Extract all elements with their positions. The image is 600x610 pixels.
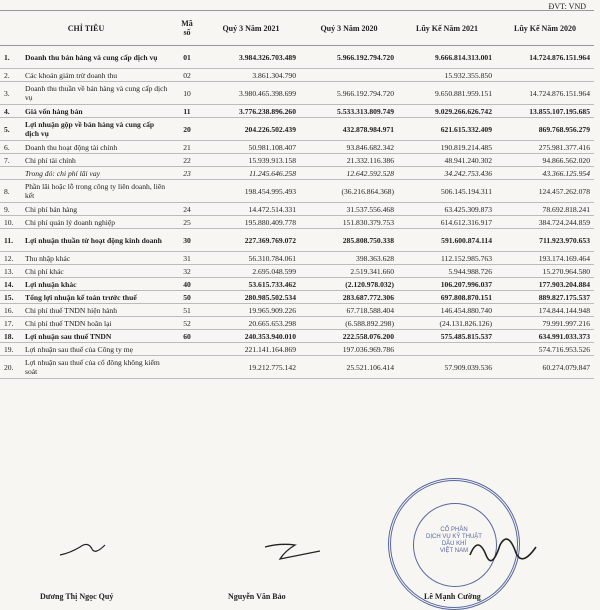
value-ytd-2021: 5.944.988.726	[398, 265, 496, 278]
row-number	[0, 167, 22, 180]
row-number: 13.	[0, 265, 22, 278]
table-row	[0, 69, 594, 82]
value-q3-2020: 5.966.192.794.720	[300, 82, 398, 105]
currency-unit-label: ĐVT: VND	[548, 2, 586, 11]
header-chi-tieu: CHỈ TIÊU	[0, 11, 172, 46]
value-ytd-2021	[398, 343, 496, 356]
value-q3-2020: 432.878.984.971	[300, 118, 398, 141]
row-code: 30	[172, 229, 202, 252]
value-q3-2021: 280.985.502.534	[202, 291, 300, 304]
value-q3-2021: 20.665.653.298	[202, 317, 300, 330]
row-code: 21	[172, 141, 202, 154]
signature-block	[0, 548, 600, 600]
value-ytd-2020: 60.274.079.847	[496, 356, 594, 379]
row-code: 60	[172, 330, 202, 343]
value-q3-2021: 3.984.326.703.489	[202, 46, 300, 69]
row-number: 7.	[0, 154, 22, 167]
header-ma-so-line1: Mã	[181, 19, 193, 28]
value-q3-2020: (6.588.892.298)	[300, 317, 398, 330]
value-ytd-2021: 575.485.815.537	[398, 330, 496, 343]
row-label: Chi phí quản lý doanh nghiệp	[22, 216, 172, 229]
row-code: 23	[172, 167, 202, 180]
stamp-line: DỊCH VỤ KỸ THUẬT	[426, 534, 482, 540]
table-row	[0, 167, 594, 180]
table-row	[0, 82, 594, 105]
row-code: 02	[172, 69, 202, 82]
value-q3-2021: 19.965.909.226	[202, 304, 300, 317]
table-row	[0, 141, 594, 154]
value-q3-2020: 285.808.750.338	[300, 229, 398, 252]
value-ytd-2021: 591.600.874.114	[398, 229, 496, 252]
header-ytd-2021: Lũy Kế Năm 2021	[398, 11, 496, 46]
value-ytd-2021: 621.615.332.409	[398, 118, 496, 141]
value-ytd-2020: 384.724.244.859	[496, 216, 594, 229]
chief-accountant-name: Nguyễn Văn Bảo	[228, 592, 286, 601]
value-ytd-2020: 574.716.953.526	[496, 343, 594, 356]
table-row	[0, 216, 594, 229]
value-q3-2020: 25.521.106.414	[300, 356, 398, 379]
value-ytd-2021: (24.131.826.126)	[398, 317, 496, 330]
value-q3-2021: 56.310.784.061	[202, 252, 300, 265]
table-row	[0, 278, 594, 291]
income-statement-table	[0, 10, 594, 379]
value-q3-2020: (2.120.978.032)	[300, 278, 398, 291]
value-q3-2021: 221.141.164.869	[202, 343, 300, 356]
value-ytd-2020: 15.270.964.580	[496, 265, 594, 278]
value-q3-2020: 151.830.379.753	[300, 216, 398, 229]
value-q3-2020: 12.642.592.528	[300, 167, 398, 180]
row-number: 6.	[0, 141, 22, 154]
value-q3-2021: 240.353.940.010	[202, 330, 300, 343]
value-q3-2020: 5.533.313.809.749	[300, 105, 398, 118]
value-q3-2020: 67.718.588.404	[300, 304, 398, 317]
row-code	[172, 356, 202, 379]
value-q3-2020: (36.216.864.368)	[300, 180, 398, 203]
row-code	[172, 343, 202, 356]
value-ytd-2020: 275.981.377.416	[496, 141, 594, 154]
value-q3-2020: 21.332.116.386	[300, 154, 398, 167]
row-label: Doanh thu hoạt động tài chính	[22, 141, 172, 154]
row-code: 01	[172, 46, 202, 69]
row-number: 14.	[0, 278, 22, 291]
value-ytd-2021: 63.425.309.873	[398, 203, 496, 216]
row-number: 19.	[0, 343, 22, 356]
value-q3-2020: 93.846.682.342	[300, 141, 398, 154]
value-q3-2021: 3.776.238.896.260	[202, 105, 300, 118]
value-ytd-2020: 78.692.818.241	[496, 203, 594, 216]
header-q3-2020: Quý 3 Năm 2020	[300, 11, 398, 46]
row-label: Lợi nhuận khác	[22, 278, 172, 291]
row-number: 1.	[0, 46, 22, 69]
value-ytd-2020: 13.855.107.195.685	[496, 105, 594, 118]
header-ma-so	[172, 11, 202, 46]
row-code	[172, 180, 202, 203]
value-q3-2021: 53.615.733.462	[202, 278, 300, 291]
row-label: Doanh thu thuần về bán hàng và cung cấp dịch vụ	[22, 82, 172, 105]
value-q3-2021: 19.212.775.142	[202, 356, 300, 379]
row-code: 52	[172, 317, 202, 330]
row-number: 15.	[0, 291, 22, 304]
row-label: Chi phí khác	[22, 265, 172, 278]
value-ytd-2020	[496, 69, 594, 82]
row-number: 10.	[0, 216, 22, 229]
value-ytd-2020: 889.827.175.537	[496, 291, 594, 304]
row-number: 18.	[0, 330, 22, 343]
table-row	[0, 180, 594, 203]
row-code: 20	[172, 118, 202, 141]
table-row	[0, 154, 594, 167]
row-label: Trong đó: chi phí lãi vay	[22, 167, 172, 180]
value-ytd-2020: 711.923.970.653	[496, 229, 594, 252]
value-q3-2021: 11.245.646.258	[202, 167, 300, 180]
row-code: 11	[172, 105, 202, 118]
stamp-line: VIỆT NAM	[439, 548, 469, 554]
row-number: 5.	[0, 118, 22, 141]
row-number: 16.	[0, 304, 22, 317]
table-row	[0, 317, 594, 330]
value-q3-2021: 3.861.304.790	[202, 69, 300, 82]
row-code: 25	[172, 216, 202, 229]
table-row	[0, 304, 594, 317]
header-ytd-2020: Lũy Kế Năm 2020	[496, 11, 594, 46]
value-q3-2020	[300, 69, 398, 82]
value-q3-2021: 2.695.048.599	[202, 265, 300, 278]
value-ytd-2020: 634.991.033.373	[496, 330, 594, 343]
row-code: 51	[172, 304, 202, 317]
value-q3-2021: 227.369.769.072	[202, 229, 300, 252]
value-q3-2020: 5.966.192.794.720	[300, 46, 398, 69]
value-ytd-2021: 34.242.753.436	[398, 167, 496, 180]
value-q3-2021: 198.454.995.493	[202, 180, 300, 203]
row-label: Chi phí thuế TNDN hiện hành	[22, 304, 172, 317]
row-label: Chi phí tài chính	[22, 154, 172, 167]
value-ytd-2020: 124.457.262.078	[496, 180, 594, 203]
value-ytd-2021: 112.152.985.763	[398, 252, 496, 265]
value-ytd-2021: 506.145.194.311	[398, 180, 496, 203]
header-q3-2021: Quý 3 Năm 2021	[202, 11, 300, 46]
table-row	[0, 356, 594, 379]
table-row	[0, 118, 594, 141]
value-q3-2021: 195.880.409.778	[202, 216, 300, 229]
row-label: Lợi nhuận sau thuế của cổ đông không kiểm soát	[22, 356, 172, 379]
table-row	[0, 330, 594, 343]
value-ytd-2021: 697.808.870.151	[398, 291, 496, 304]
value-q3-2021: 50.981.108.407	[202, 141, 300, 154]
value-q3-2020: 222.558.076.200	[300, 330, 398, 343]
row-label: Thu nhập khác	[22, 252, 172, 265]
value-q3-2020: 31.537.556.468	[300, 203, 398, 216]
value-ytd-2020: 869.768.956.279	[496, 118, 594, 141]
row-label: Lợi nhuận sau thuế TNDN	[22, 330, 172, 343]
row-label: Lợi nhuận gộp về bán hàng và cung cấp dịch vụ	[22, 118, 172, 141]
value-q3-2021: 204.226.502.439	[202, 118, 300, 141]
value-q3-2021: 3.980.465.398.699	[202, 82, 300, 105]
row-label: Lợi nhuận sau thuế của Công ty mẹ	[22, 343, 172, 356]
value-ytd-2020: 14.724.876.151.964	[496, 46, 594, 69]
value-ytd-2021: 146.454.880.740	[398, 304, 496, 317]
preparer-name: Dương Thị Ngọc Quý	[40, 592, 114, 601]
row-code: 10	[172, 82, 202, 105]
value-ytd-2021: 614.612.316.917	[398, 216, 496, 229]
row-label: Lợi nhuận thuần từ hoạt động kinh doanh	[22, 229, 172, 252]
row-code: 40	[172, 278, 202, 291]
table-row	[0, 203, 594, 216]
value-ytd-2020: 193.174.169.464	[496, 252, 594, 265]
row-label: Các khoản giảm trừ doanh thu	[22, 69, 172, 82]
row-code: 24	[172, 203, 202, 216]
value-q3-2020: 2.519.341.660	[300, 265, 398, 278]
row-number: 12.	[0, 252, 22, 265]
table-row	[0, 46, 594, 69]
row-label: Chi phí thuế TNDN hoãn lại	[22, 317, 172, 330]
row-number: 17.	[0, 317, 22, 330]
value-ytd-2021: 15.932.355.850	[398, 69, 496, 82]
value-ytd-2021: 190.819.214.485	[398, 141, 496, 154]
table-row	[0, 343, 594, 356]
row-label: Doanh thu bán hàng và cung cấp dịch vụ	[22, 46, 172, 69]
row-code: 31	[172, 252, 202, 265]
table-row	[0, 265, 594, 278]
row-number: 20.	[0, 356, 22, 379]
table-row	[0, 291, 594, 304]
director-name: Lê Mạnh Cường	[424, 592, 481, 601]
value-q3-2021: 14.472.514.331	[202, 203, 300, 216]
value-ytd-2020: 177.903.204.884	[496, 278, 594, 291]
row-label: Giá vốn hàng bán	[22, 105, 172, 118]
value-ytd-2021: 57.909.039.536	[398, 356, 496, 379]
value-ytd-2021: 9.029.266.626.742	[398, 105, 496, 118]
value-ytd-2021: 9.666.814.313.001	[398, 46, 496, 69]
value-q3-2020: 283.687.772.306	[300, 291, 398, 304]
row-number: 4.	[0, 105, 22, 118]
row-number: 2.	[0, 69, 22, 82]
row-number: 3.	[0, 82, 22, 105]
value-ytd-2020: 94.866.562.020	[496, 154, 594, 167]
stamp-line: CỔ PHẦN	[440, 527, 468, 533]
value-ytd-2021: 106.207.996.037	[398, 278, 496, 291]
table-row	[0, 252, 594, 265]
value-ytd-2020: 43.366.125.954	[496, 167, 594, 180]
header-ma-so-line2: số	[183, 28, 191, 37]
row-number: 9.	[0, 203, 22, 216]
value-q3-2021: 15.939.913.158	[202, 154, 300, 167]
row-label: Chi phí bán hàng	[22, 203, 172, 216]
table-row	[0, 229, 594, 252]
value-ytd-2020: 79.991.997.216	[496, 317, 594, 330]
row-number: 11.	[0, 229, 22, 252]
value-ytd-2021: 48.941.240.302	[398, 154, 496, 167]
row-number: 8.	[0, 180, 22, 203]
value-ytd-2020: 14.724.876.151.964	[496, 82, 594, 105]
row-label: Phần lãi hoặc lỗ trong công ty liên doanh, liên kết	[22, 180, 172, 203]
value-ytd-2020: 174.844.144.948	[496, 304, 594, 317]
stamp-line: DẦU KHÍ	[441, 541, 467, 547]
row-label: Tổng lợi nhuận kế toán trước thuế	[22, 291, 172, 304]
table-row	[0, 105, 594, 118]
row-code: 22	[172, 154, 202, 167]
value-q3-2020: 197.036.969.786	[300, 343, 398, 356]
row-code: 32	[172, 265, 202, 278]
value-ytd-2021: 9.650.881.959.151	[398, 82, 496, 105]
row-code: 50	[172, 291, 202, 304]
value-q3-2020: 398.363.628	[300, 252, 398, 265]
